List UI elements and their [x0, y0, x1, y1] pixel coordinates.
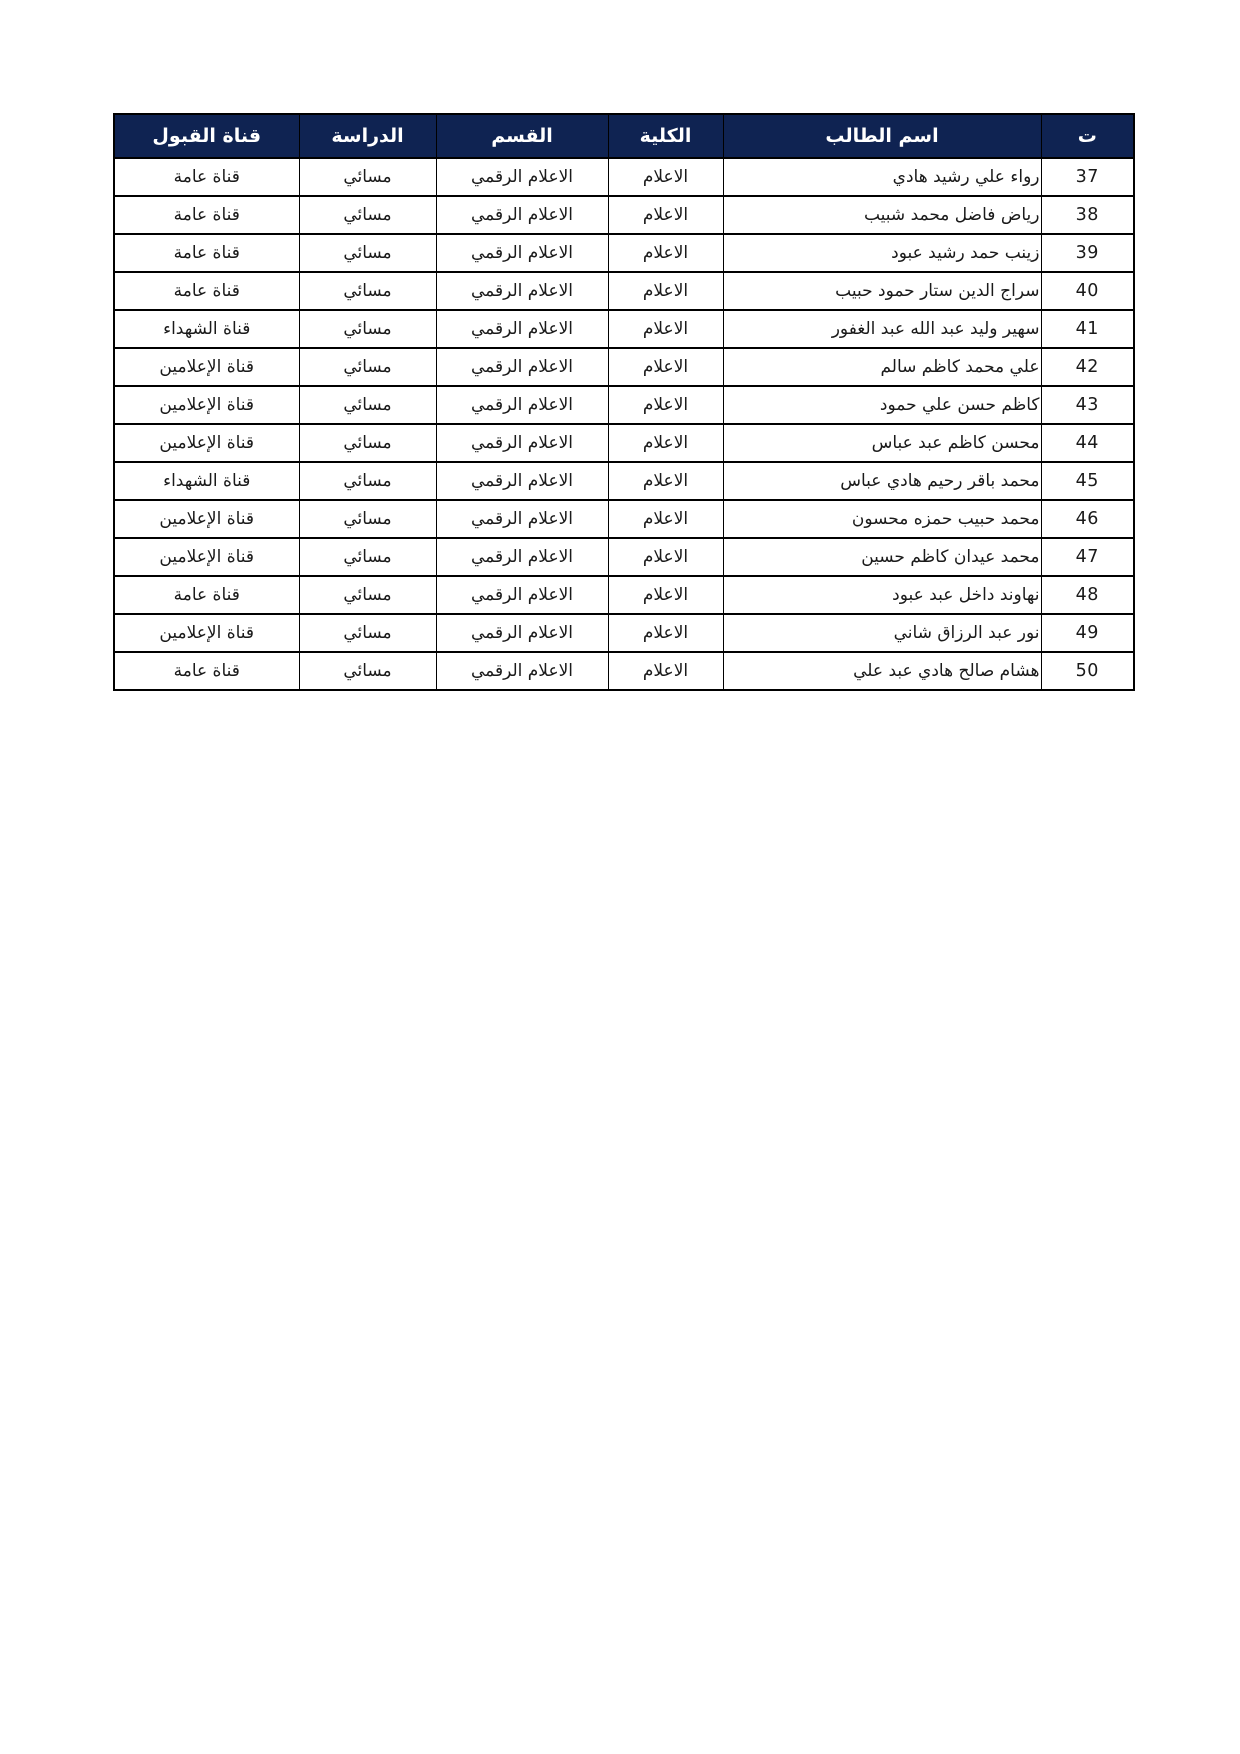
- cell-college: الاعلام: [608, 500, 723, 538]
- table-row: [114, 538, 1134, 576]
- cell-dept: الاعلام الرقمي: [436, 272, 608, 310]
- cell-no: 49: [1041, 614, 1134, 652]
- table-row: [114, 386, 1134, 424]
- cell-college: الاعلام: [608, 576, 723, 614]
- cell-name: رواء علي رشيد هادي: [723, 158, 1041, 196]
- cell-college: الاعلام: [608, 310, 723, 348]
- cell-no: 40: [1041, 272, 1134, 310]
- cell-college: الاعلام: [608, 652, 723, 690]
- header-row: [114, 114, 1134, 158]
- header-admission-channel: قناة القبول: [114, 114, 299, 158]
- cell-study: مسائي: [299, 158, 436, 196]
- cell-dept: الاعلام الرقمي: [436, 576, 608, 614]
- cell-no: 50: [1041, 652, 1134, 690]
- cell-study: مسائي: [299, 386, 436, 424]
- cell-no: 44: [1041, 424, 1134, 462]
- table-row: [114, 310, 1134, 348]
- cell-name: محمد باقر رحيم هادي عباس: [723, 462, 1041, 500]
- cell-dept: الاعلام الرقمي: [436, 424, 608, 462]
- cell-name: محمد حبيب حمزه محسون: [723, 500, 1041, 538]
- cell-study: مسائي: [299, 272, 436, 310]
- cell-name: رياض فاضل محمد شبيب: [723, 196, 1041, 234]
- cell-name: سهير وليد عبد الله عبد الغفور: [723, 310, 1041, 348]
- table-header: [114, 114, 1134, 158]
- cell-college: الاعلام: [608, 234, 723, 272]
- table-row: [114, 500, 1134, 538]
- table-row: [114, 652, 1134, 690]
- cell-channel: قناة عامة: [114, 158, 299, 196]
- cell-channel: قناة عامة: [114, 272, 299, 310]
- cell-college: الاعلام: [608, 386, 723, 424]
- cell-no: 37: [1041, 158, 1134, 196]
- cell-dept: الاعلام الرقمي: [436, 234, 608, 272]
- cell-college: الاعلام: [608, 272, 723, 310]
- cell-name: علي محمد كاظم سالم: [723, 348, 1041, 386]
- cell-name: نهاوند داخل عبد عبود: [723, 576, 1041, 614]
- cell-name: كاظم حسن علي حمود: [723, 386, 1041, 424]
- cell-college: الاعلام: [608, 158, 723, 196]
- cell-no: 42: [1041, 348, 1134, 386]
- cell-dept: الاعلام الرقمي: [436, 386, 608, 424]
- cell-channel: قناة عامة: [114, 652, 299, 690]
- cell-study: مسائي: [299, 196, 436, 234]
- cell-name: سراج الدين ستار حمود حبيب: [723, 272, 1041, 310]
- cell-no: 43: [1041, 386, 1134, 424]
- table-row: [114, 576, 1134, 614]
- cell-channel: قناة الإعلامين: [114, 424, 299, 462]
- cell-channel: قناة الإعلامين: [114, 348, 299, 386]
- cell-college: الاعلام: [608, 348, 723, 386]
- cell-study: مسائي: [299, 500, 436, 538]
- cell-college: الاعلام: [608, 462, 723, 500]
- header-department: القسم: [436, 114, 608, 158]
- cell-dept: الاعلام الرقمي: [436, 196, 608, 234]
- cell-no: 39: [1041, 234, 1134, 272]
- cell-study: مسائي: [299, 310, 436, 348]
- cell-channel: قناة الإعلامين: [114, 386, 299, 424]
- table-body: [114, 158, 1134, 690]
- cell-channel: قناة الشهداء: [114, 462, 299, 500]
- table-row: [114, 196, 1134, 234]
- cell-study: مسائي: [299, 462, 436, 500]
- header-student-name: اسم الطالب: [723, 114, 1041, 158]
- cell-dept: الاعلام الرقمي: [436, 462, 608, 500]
- cell-name: محمد عيدان كاظم حسين: [723, 538, 1041, 576]
- cell-no: 47: [1041, 538, 1134, 576]
- cell-study: مسائي: [299, 576, 436, 614]
- table-row: [114, 614, 1134, 652]
- cell-channel: قناة الإعلامين: [114, 614, 299, 652]
- cell-college: الاعلام: [608, 424, 723, 462]
- cell-study: مسائي: [299, 424, 436, 462]
- cell-no: 38: [1041, 196, 1134, 234]
- table-row: [114, 462, 1134, 500]
- cell-college: الاعلام: [608, 196, 723, 234]
- cell-no: 41: [1041, 310, 1134, 348]
- header-college: الكلية: [608, 114, 723, 158]
- cell-name: محسن كاظم عبد عباس: [723, 424, 1041, 462]
- cell-study: مسائي: [299, 538, 436, 576]
- cell-no: 45: [1041, 462, 1134, 500]
- cell-dept: الاعلام الرقمي: [436, 652, 608, 690]
- table-row: [114, 348, 1134, 386]
- table-row: [114, 158, 1134, 196]
- cell-dept: الاعلام الرقمي: [436, 348, 608, 386]
- cell-college: الاعلام: [608, 614, 723, 652]
- cell-name: هشام صالح هادي عبد علي: [723, 652, 1041, 690]
- cell-dept: الاعلام الرقمي: [436, 538, 608, 576]
- cell-dept: الاعلام الرقمي: [436, 614, 608, 652]
- cell-dept: الاعلام الرقمي: [436, 158, 608, 196]
- cell-channel: قناة الإعلامين: [114, 500, 299, 538]
- cell-college: الاعلام: [608, 538, 723, 576]
- cell-channel: قناة الشهداء: [114, 310, 299, 348]
- cell-channel: قناة الإعلامين: [114, 538, 299, 576]
- students-table: [113, 113, 1135, 691]
- header-serial: ت: [1041, 114, 1134, 158]
- header-study-type: الدراسة: [299, 114, 436, 158]
- cell-no: 48: [1041, 576, 1134, 614]
- cell-channel: قناة عامة: [114, 576, 299, 614]
- table-row: [114, 424, 1134, 462]
- table-row: [114, 272, 1134, 310]
- cell-dept: الاعلام الرقمي: [436, 310, 608, 348]
- cell-name: نور عبد الرزاق شاني: [723, 614, 1041, 652]
- cell-study: مسائي: [299, 614, 436, 652]
- cell-name: زينب حمد رشيد عبود: [723, 234, 1041, 272]
- cell-channel: قناة عامة: [114, 234, 299, 272]
- cell-study: مسائي: [299, 234, 436, 272]
- cell-dept: الاعلام الرقمي: [436, 500, 608, 538]
- cell-channel: قناة عامة: [114, 196, 299, 234]
- cell-study: مسائي: [299, 652, 436, 690]
- table-row: [114, 234, 1134, 272]
- cell-no: 46: [1041, 500, 1134, 538]
- cell-study: مسائي: [299, 348, 436, 386]
